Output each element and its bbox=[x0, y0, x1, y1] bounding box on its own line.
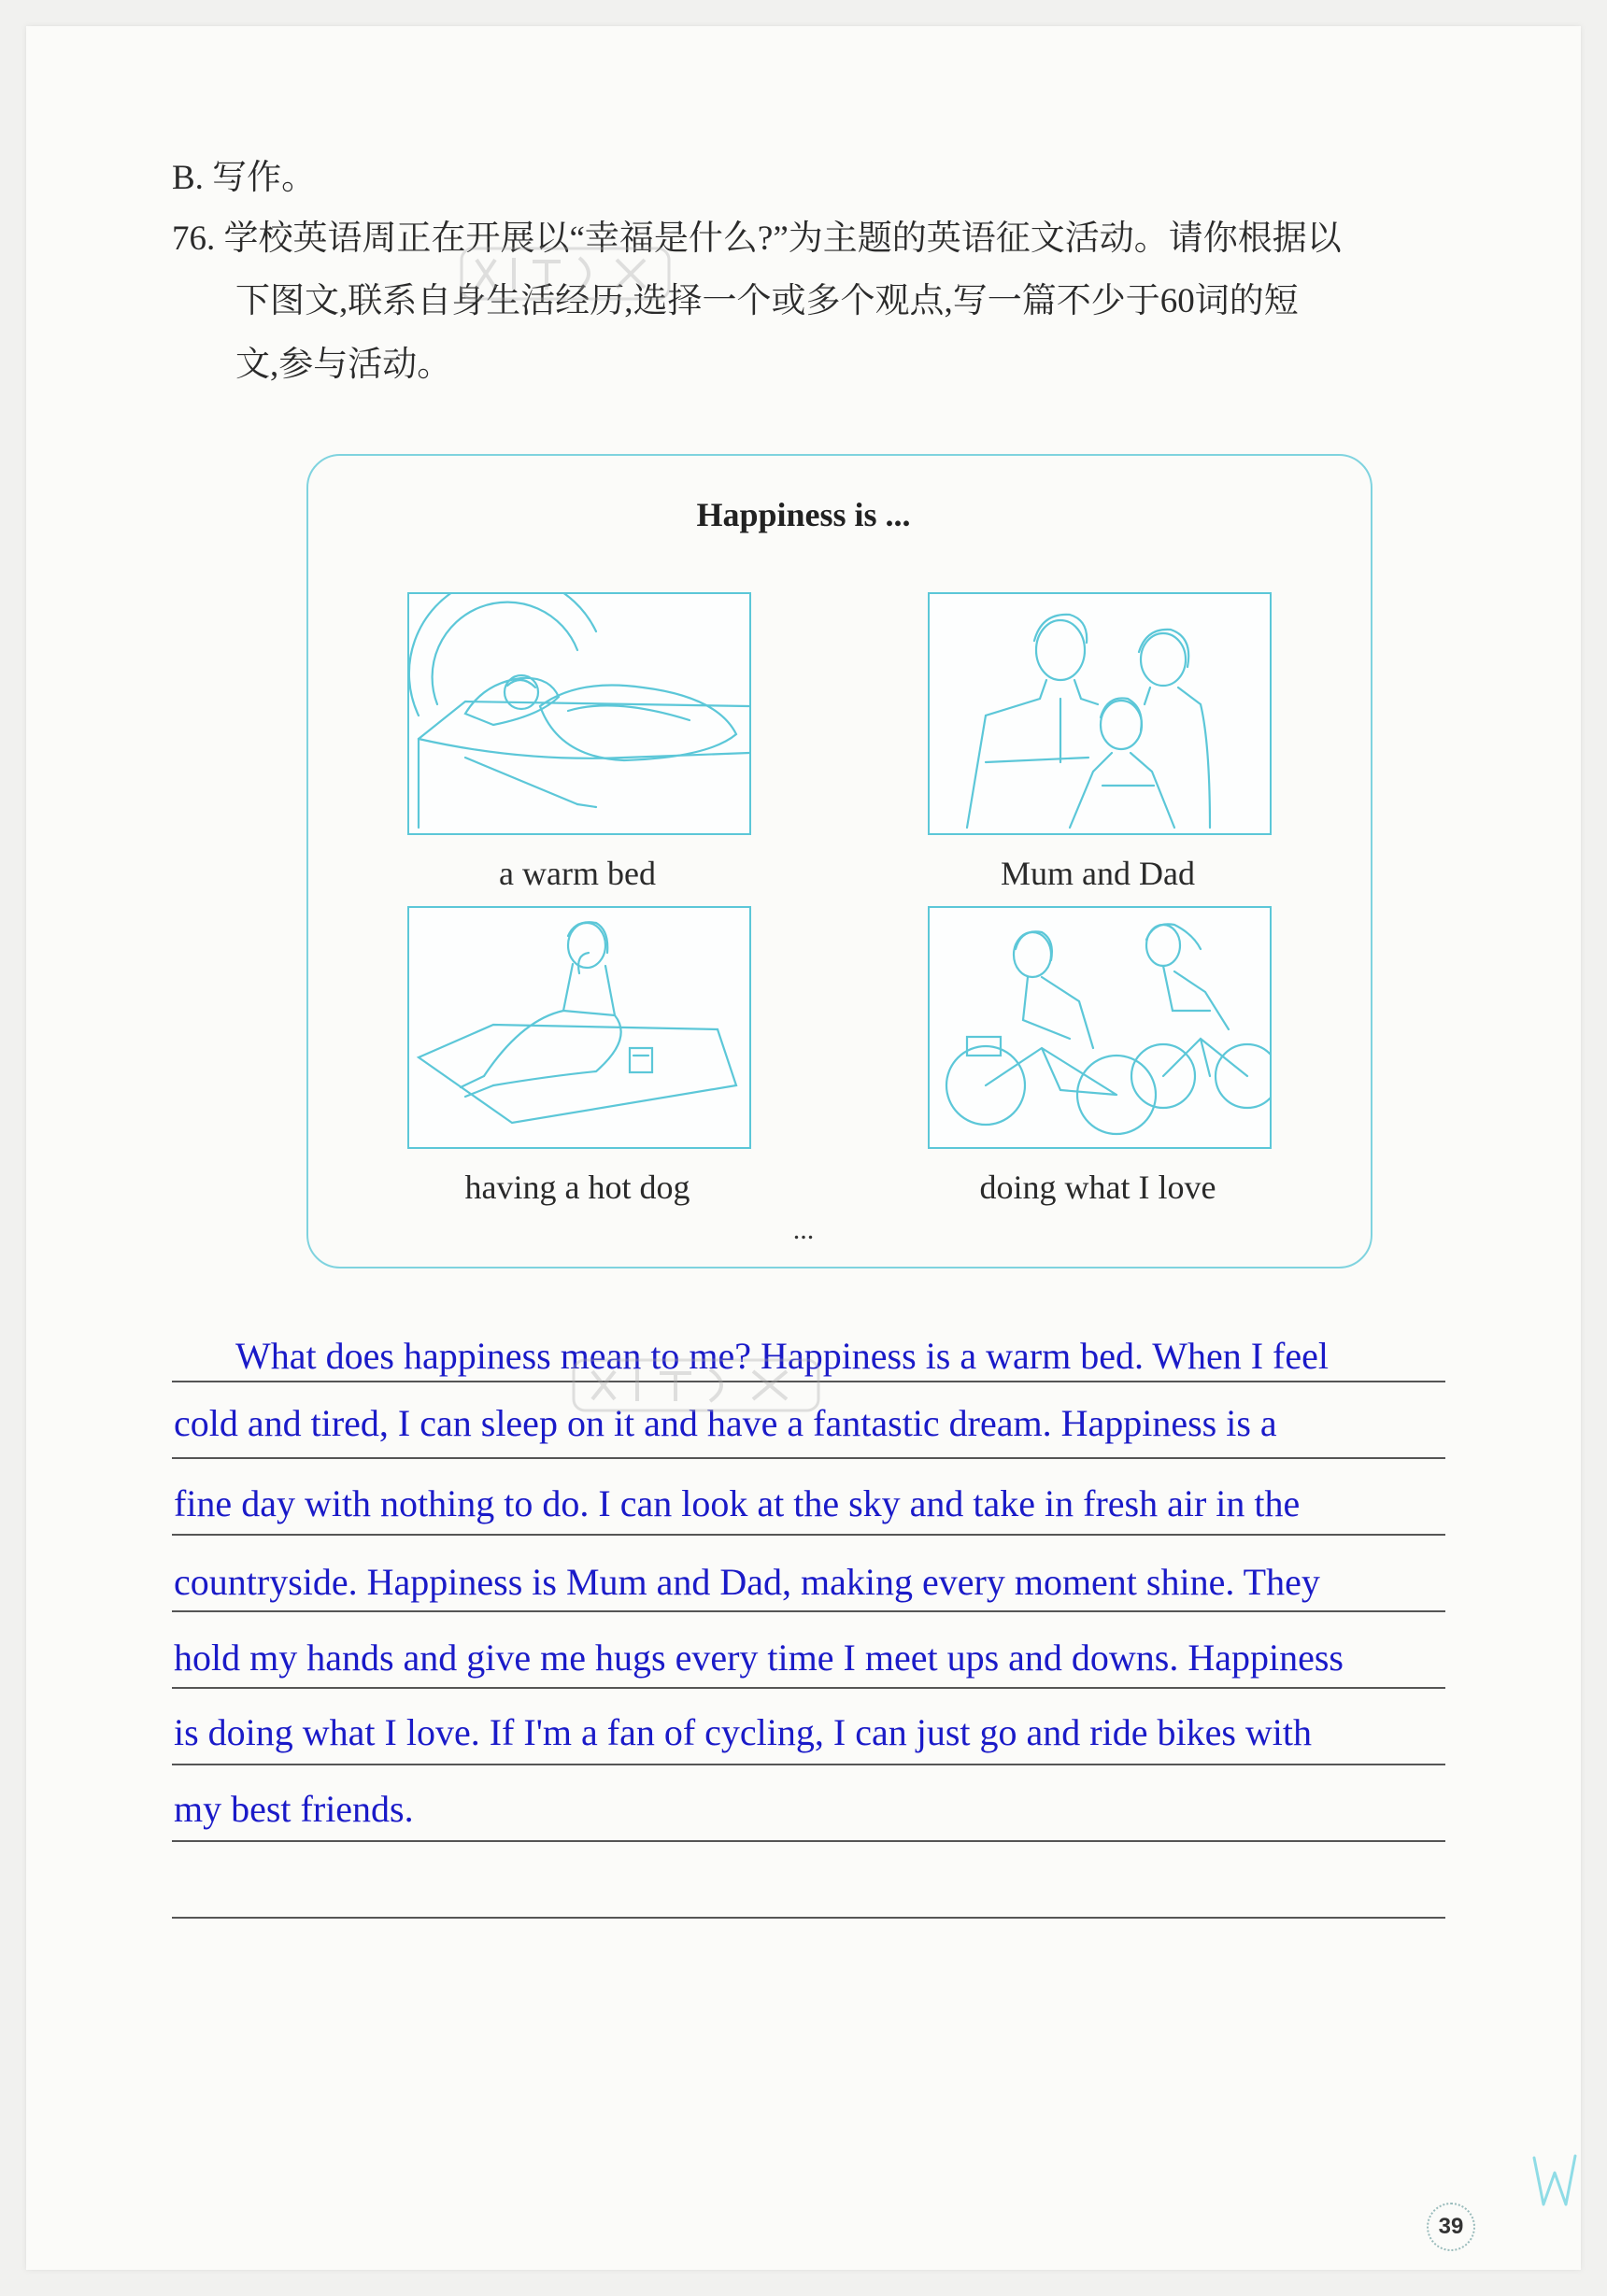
prompt-ellipsis: ... bbox=[792, 1214, 815, 1245]
page-number: 39 bbox=[1427, 2203, 1475, 2251]
caption-mum-and-dad: Mum and Dad bbox=[1001, 855, 1195, 892]
answer-line-3: fine day with nothing to do. I can look at the sky and take in fresh air in the bbox=[174, 1482, 1301, 1524]
writing-line bbox=[172, 1457, 1445, 1459]
caption-hot-dog: having a hot dog bbox=[464, 1169, 690, 1206]
answer-line-6: is doing what I love. If I'm a fan of cycling, I can just go and ride bikes with bbox=[174, 1711, 1313, 1753]
hot-dog-picnic-illustration bbox=[407, 906, 751, 1149]
cycling-illustration bbox=[928, 906, 1272, 1149]
question-line-2: 下图文,联系自身生活经历,选择一个或多个观点,写一篇不少于60词的短 bbox=[235, 282, 1299, 320]
caption-doing-what-i-love: doing what I love bbox=[979, 1169, 1216, 1206]
mum-and-dad-illustration bbox=[928, 592, 1272, 835]
question-line-1: 76. 学校英语周正在开展以“幸福是什么?”为主题的英语征文活动。请你根据以 bbox=[172, 220, 1342, 258]
answer-line-2: cold and tired, I can sleep on it and have a fantastic dream. Happiness is a bbox=[174, 1402, 1277, 1444]
watermark-logo bbox=[458, 241, 673, 306]
writing-line bbox=[172, 1840, 1445, 1842]
watermark-logo bbox=[570, 1353, 822, 1418]
prompt-title: Happiness is ... bbox=[696, 496, 911, 533]
answer-line-1: What does happiness mean to me? Happiness is a warm bed. When I feel bbox=[235, 1335, 1329, 1377]
writing-line bbox=[172, 1534, 1445, 1536]
writing-line bbox=[172, 1917, 1445, 1919]
writing-line bbox=[172, 1764, 1445, 1765]
warm-bed-illustration bbox=[407, 592, 751, 835]
answer-line-4: countryside. Happiness is Mum and Dad, making every moment shine. They bbox=[174, 1561, 1320, 1603]
writing-line bbox=[172, 1610, 1445, 1612]
decorative-w-mark bbox=[1529, 2148, 1581, 2214]
writing-line bbox=[172, 1687, 1445, 1689]
section-label: B. 写作。 bbox=[172, 159, 317, 197]
answer-line-5: hold my hands and give me hugs every time I meet ups and downs. Happiness bbox=[174, 1637, 1344, 1679]
caption-warm-bed: a warm bed bbox=[499, 855, 656, 892]
question-line-3: 文,参与活动。 bbox=[235, 346, 452, 384]
answer-line-7: my best friends. bbox=[174, 1788, 414, 1830]
